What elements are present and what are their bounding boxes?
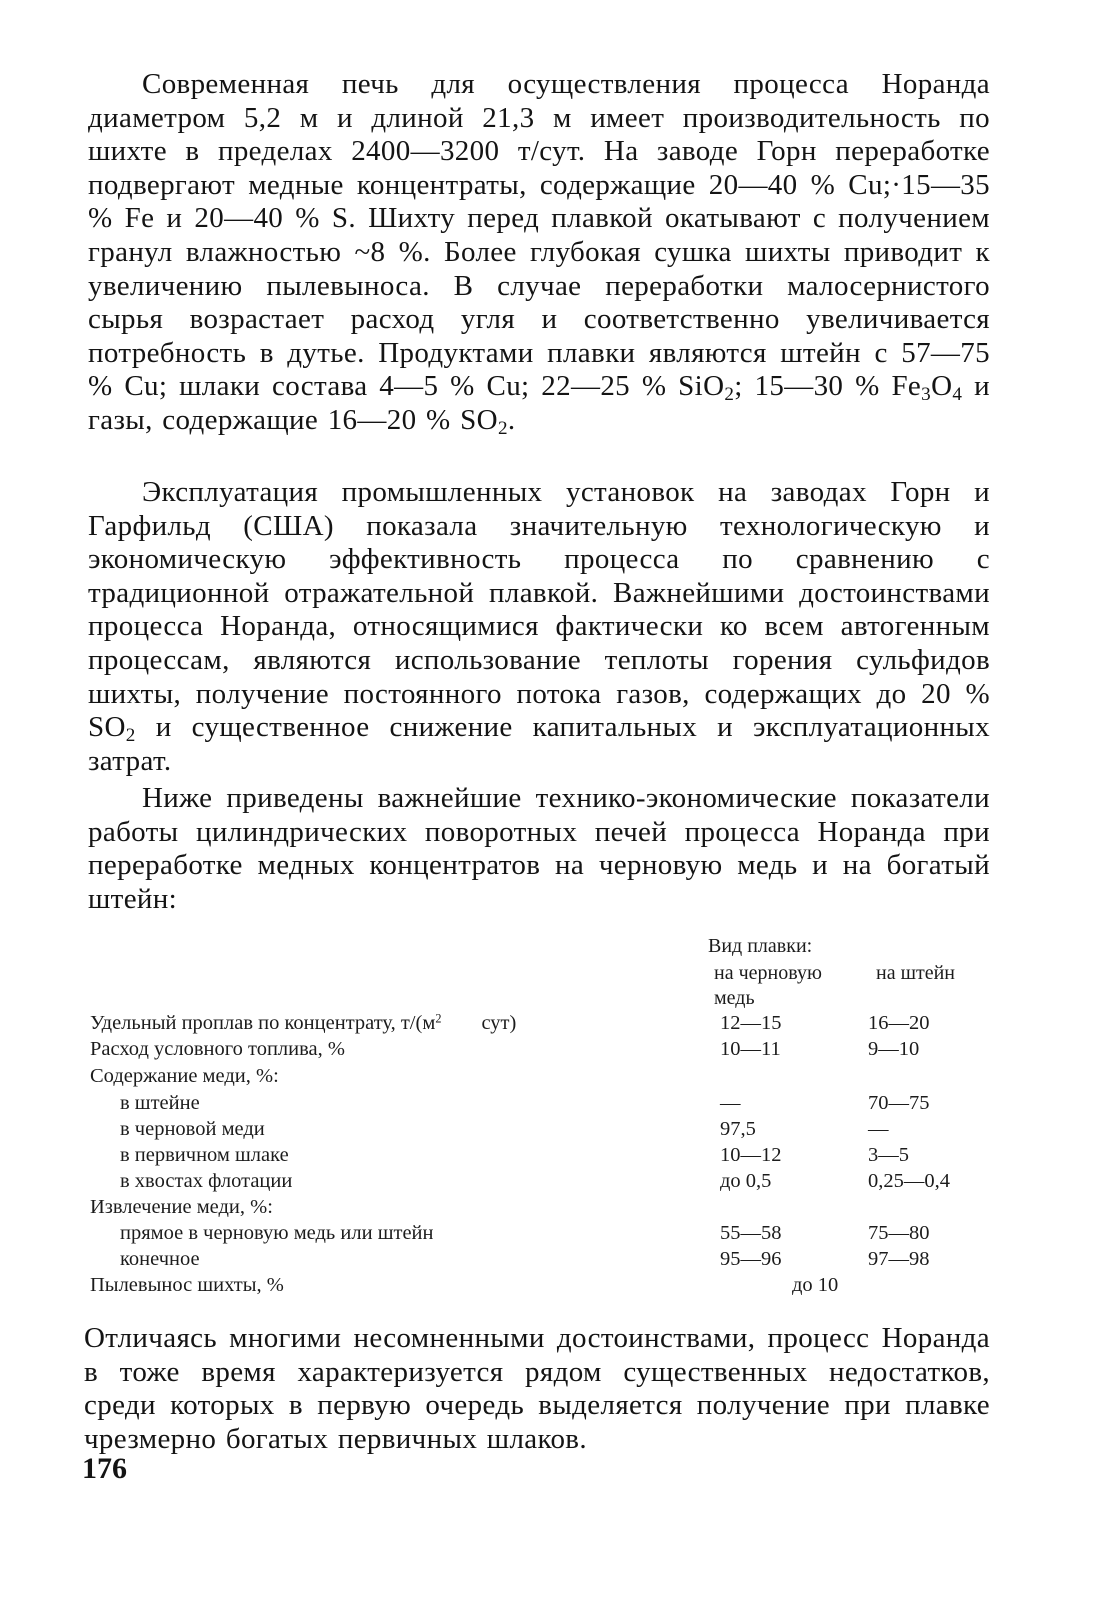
table-row-label: Пылевынос шихты, % [90, 1274, 284, 1296]
table-cell: 16—20 [868, 1012, 930, 1034]
table-row-label: Удельный проплав по концентрату, $т/(м^2$ сут) [90, 1011, 517, 1034]
table-group-header: Вид плавки: [708, 935, 813, 957]
page-number: 176 [82, 1452, 127, 1485]
table-row-label: прямое в черновую медь или штейн [120, 1222, 434, 1244]
table-cell: 10—11 [720, 1038, 781, 1060]
paragraph-operation: Эксплуатация промышленных установок на заводах Горн и Гарфильд (США) показала значительную технологическую и экономическую эффективность процесса по сравнению с традиционной отражательной плавкой. Важнейшими достоинствами процесса Норанда, относящимися фактически ко всем автогенным процессам, являются использование теплоты горения сульфидов шихты, получение постоянного потока газов, содержащих до 20 % $SO_2$ и существенное снижение капитальных и эксплуатационных затрат. [88, 476, 990, 777]
table-cell: 3—5 [868, 1144, 909, 1166]
table-cell: 75—80 [868, 1222, 930, 1244]
table-cell: 0,25—0,4 [868, 1170, 950, 1192]
table-section-label: Содержание меди, %: [90, 1065, 279, 1087]
table-cell: 97—98 [868, 1248, 930, 1270]
table-cell-spanning: до 10 [792, 1274, 839, 1296]
table-cell: 9—10 [868, 1038, 920, 1060]
table-row-label: в первичном шлаке [120, 1144, 289, 1166]
column-header-blister-copper-line2: медь [714, 987, 755, 1009]
table-cell: — [868, 1118, 889, 1140]
paragraph-indicators-intro: Ниже приведены важнейшие технико-экономические показатели работы цилиндрических поворотных печей процесса Норанда при переработке медных концентратов на черновую медь и на богатый штейн: [88, 782, 990, 915]
table-row-label: в штейне [120, 1092, 200, 1114]
table-row-label: конечное [120, 1248, 200, 1270]
table-cell: 55—58 [720, 1222, 782, 1244]
table-cell: — [720, 1092, 741, 1114]
table-cell: 97,5 [720, 1118, 756, 1140]
paragraph-drawbacks: Отличаясь многими несомненными достоинствами, процесс Норанда в тоже время характеризуется рядом существенных недостатков, среди которых в первую очередь выделяется получение при плавке чрезмерно богатых первичных шлаков. [84, 1322, 990, 1455]
column-header-blister-copper: на черновую [714, 962, 822, 984]
table-cell: 95—96 [720, 1248, 782, 1270]
indicators-table [90, 930, 990, 1300]
table-row-label: в черновой меди [120, 1118, 265, 1140]
table-section-label: Извлечение меди, %: [90, 1196, 273, 1218]
table-cell: 10—12 [720, 1144, 782, 1166]
table-cell: 12—15 [720, 1012, 782, 1034]
table-cell: до 0,5 [720, 1170, 772, 1192]
paragraph-noranda-furnace: Современная печь для осуществления процесса Норанда диаметром 5,2 м и длиной 21,3 м имеет производительность по шихте в пределах 2400—3200 т/сут. На заводе Горн переработке подвергают медные концентраты, содержащие 20—40 % Cu;·15—35 % Fe и 20—40 % S. Шихту перед плавкой окатывают с получением гранул влажностью ~8 %. Более глубокая сушка шихты приводит к увеличению пылевыноса. В случае переработки малосернистого сырья возрастает расход угля и соответственно увеличивается потребность в дутье. Продуктами плавки являются штейн с 57—75 % Cu; шлаки состава 4—5 % Cu; 22—25 % SiO$_2$; 15—30 % $Fe_3O_4$ и газы, содержащие 16—20 % $SO_2$. [88, 68, 990, 439]
table-cell: 70—75 [868, 1092, 930, 1114]
table-row-label: в хвостах флотации [120, 1170, 293, 1192]
column-header-matte: на штейн [876, 962, 956, 984]
table-row-label: Расход условного топлива, % [90, 1038, 345, 1060]
